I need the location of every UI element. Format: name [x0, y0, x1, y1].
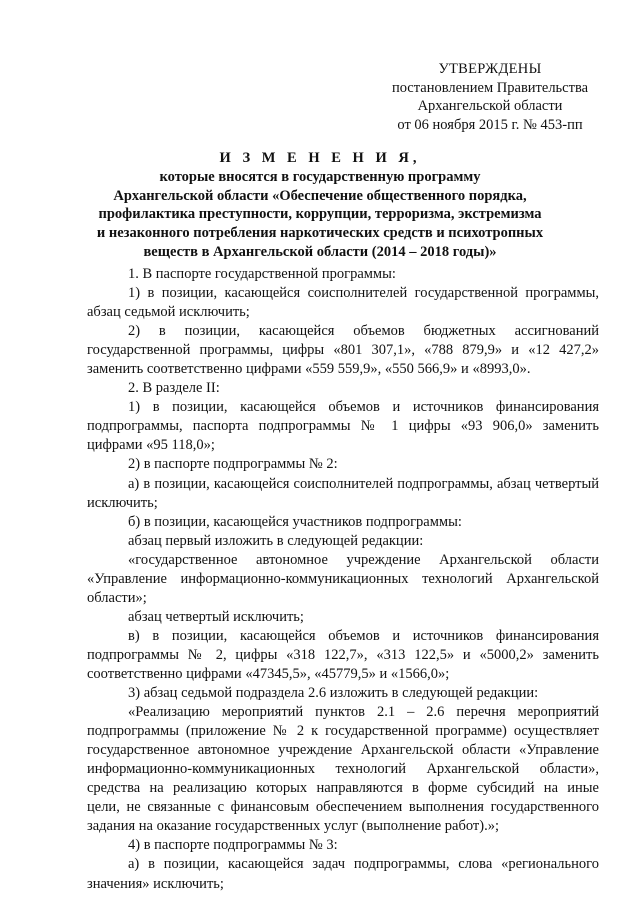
body-line: 1. В паспорте государственной программы: — [128, 266, 396, 282]
body-line: государственное автономное учреждение Архангельской области «Управление — [87, 742, 599, 759]
body-line: государственной программы, цифры «801 307,1», «788 879,9» и «12 427,2» — [87, 342, 599, 359]
body-line: значения» исключить; — [87, 875, 224, 892]
body-line: «Реализацию мероприятий пунктов 2.1 – 2.6 перечня мероприятий — [128, 704, 599, 721]
title-line: веществ в Архангельской области (2014 – 2018 годы)» — [143, 243, 497, 260]
title-line: которые вносятся в государственную программу — [159, 168, 481, 185]
body-line: средства на реализацию которых направляются в форме субсидий на иные — [87, 780, 599, 797]
body-line: а) в позиции, касающейся соисполнителей подпрограммы, абзац четвертый — [128, 475, 599, 492]
body-line: абзац четвертый исключить; — [128, 608, 304, 625]
body-line: б) в позиции, касающейся участников подпрограммы: — [128, 513, 462, 530]
title-word: И З М Е Н Е Н И Я, — [219, 150, 421, 166]
body-line: 2) в паспорте подпрограммы № 2: — [128, 456, 338, 473]
body-line: области»; — [87, 589, 147, 606]
approval-line-2: Архангельской области — [417, 98, 563, 114]
body-line: цифрами «95 118,0»; — [87, 437, 215, 454]
body-line: в) в позиции, касающейся объемов и источников финансирования — [128, 627, 599, 644]
body-line: 3) абзац седьмой подраздела 2.6 изложить в следующей редакции: — [128, 685, 539, 702]
body-line: соответственно цифрами «47345,5», «45779,5» и «1566,0»; — [87, 665, 450, 682]
body-line: заменить соответственно цифрами «559 559,9», «550 566,9» и «8993,0». — [87, 361, 531, 378]
title-line: профилактика преступности, коррупции, терроризма, экстремизма — [98, 206, 542, 223]
body-line: абзац первый изложить в следующей редакции: — [128, 532, 424, 549]
body-line: информационно-коммуникационных технологий Архангельской области», — [87, 761, 599, 778]
title-line: и незаконного потребления наркотических средств и психотропных — [96, 225, 544, 242]
body-line: 2. В разделе II: — [128, 380, 220, 397]
body-line: цели, не связанные с финансовым обеспечением выполнения государственного — [87, 799, 599, 816]
approval-line-1: постановлением Правительства — [391, 79, 589, 96]
body-line: 2) в позиции, касающейся объемов бюджетных ассигнований — [128, 323, 599, 340]
body-line: 4) в паспорте подпрограммы № 3: — [128, 837, 338, 854]
approval-heading: УТВЕРЖДЕНЫ — [438, 61, 542, 77]
document-body — [87, 265, 599, 894]
body-line: «государственное автономное учреждение Архангельской области — [128, 551, 599, 568]
body-line: задания на оказание государственных услуг (выполнение работ).»; — [87, 818, 499, 835]
body-line: исключить; — [87, 494, 158, 511]
body-line: 1) в позиции, касающейся объемов и источников финансирования — [128, 399, 599, 416]
document-title — [60, 149, 580, 262]
body-line: 1) в позиции, касающейся соисполнителей государственной программы, — [128, 285, 599, 302]
body-line: а) в позиции, касающейся задач подпрограммы, слова «регионального — [128, 856, 599, 873]
body-line: подпрограммы (приложение № 2 к государственной программе) осуществляет — [87, 723, 599, 740]
title-line: Архангельской области «Обеспечение общественного порядка, — [113, 187, 527, 204]
approval-line-3: от 06 ноября 2015 г. № 453-пп — [397, 116, 583, 133]
body-line: подпрограммы № 2, цифры «318 122,7», «313 122,5» и «5000,2» заменить — [87, 646, 599, 663]
body-line: «Управление информационно-коммуникационных технологий Архангельской — [87, 570, 599, 587]
body-line: подпрограммы, паспорта подпрограммы № 1 цифры «93 906,0» заменить — [87, 418, 599, 435]
approval-stamp — [320, 60, 640, 134]
body-line: абзац седьмой исключить; — [87, 304, 250, 321]
